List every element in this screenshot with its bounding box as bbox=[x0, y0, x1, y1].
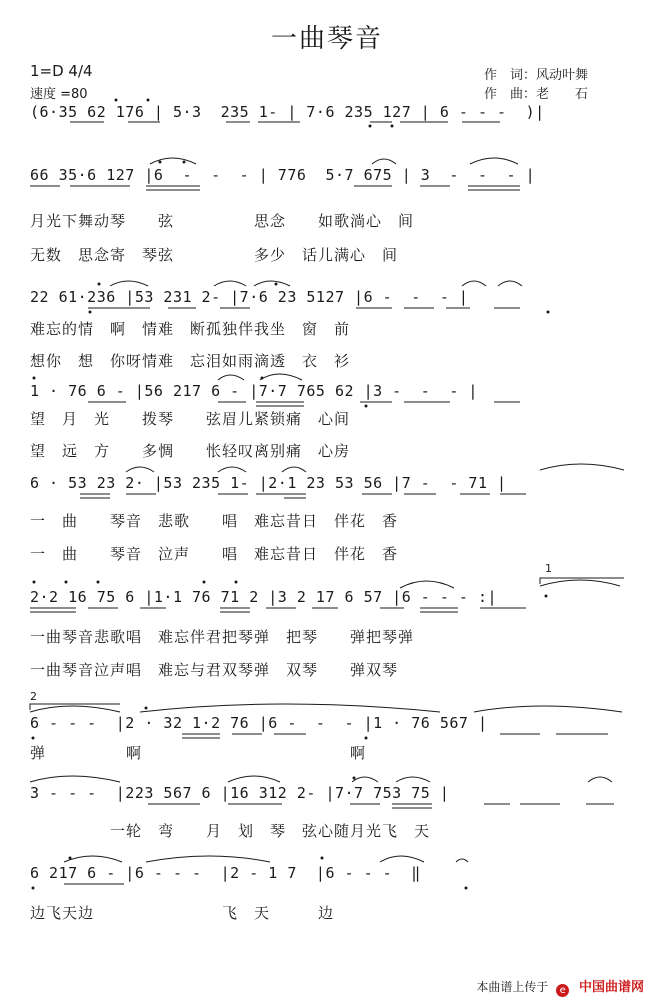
lyricist-credit: 作 词：风动叶舞 bbox=[484, 68, 589, 83]
volta-1-label: 1 bbox=[545, 562, 552, 575]
lyric-line: 弹 啊 啊 bbox=[30, 744, 367, 762]
lyric-line-verse1: 难忘的情 啊 情难 断孤独伴我坐 窗 前 bbox=[30, 320, 351, 338]
site-logo-icon: e bbox=[556, 984, 569, 997]
notation-row: 22 61·236 |53 231 2- |7·6 23 5127 |6 - - - | bbox=[30, 288, 469, 306]
lyric-line-verse1: 月光下舞动琴 弦 思念 如歌淌心 间 bbox=[30, 212, 415, 230]
notation-row-volta-2: 6 - - - |2 · 32 1·2 76 |6 - - - |1 · 76 567 | bbox=[30, 714, 488, 732]
lyric-line: 边飞天边 飞 天 边 bbox=[30, 904, 335, 922]
volta-2-label: 2 bbox=[30, 690, 37, 703]
lyric-line-verse1: 一 曲 琴音 悲歌 唱 难忘昔日 伴花 香 bbox=[30, 512, 399, 530]
footer-brand-link[interactable]: 中国曲谱网 bbox=[578, 980, 644, 995]
key-time-signature: 1=D 4/4 bbox=[30, 62, 93, 80]
composer-credit: 作 曲：老 石 bbox=[484, 87, 589, 102]
lyric-line-verse1: 一曲琴音悲歌唱 难忘伴君把琴弹 把琴 弹把琴弹 bbox=[30, 628, 415, 646]
lyric-line-verse2: 望 远 方 多惆 怅轻叹离别痛 心房 bbox=[30, 442, 351, 460]
lyric-line-verse2: 一 曲 琴音 泣声 唱 难忘昔日 伴花 香 bbox=[30, 545, 399, 563]
notation-row: 6 217 6 - |6 - - - |2 - 1 7 |6 - - - ‖ bbox=[30, 864, 421, 882]
lyric-line-verse2: 想你 想 你呀情难 忘泪如雨滴透 衣 衫 bbox=[30, 352, 351, 370]
footer-text: 本曲谱上传于 bbox=[476, 980, 549, 994]
notation-row-intro: (6·35 62 176 | 5·3 235 1- | 7·6 235 127 | 6 - - - )| bbox=[30, 103, 545, 121]
notation-row: 3 - - - |223 567 6 |16 312 2- |7·7 753 75 | bbox=[30, 784, 450, 802]
lyric-line-verse1: 望 月 光 拨琴 弦眉儿紧锁痛 心间 bbox=[30, 410, 351, 428]
footer-source bbox=[476, 976, 644, 997]
lyric-line-verse2: 无数 思念寄 琴弦 多少 话儿满心 间 bbox=[30, 246, 399, 264]
notation-row-volta-1: 2·2 16 75 6 |1·1 76 71 2 |3 2 17 6 57 |6 - - - :| bbox=[30, 588, 498, 606]
score-title: 一曲琴音 bbox=[270, 24, 383, 54]
tempo-marking: 速度 =80 bbox=[30, 87, 88, 102]
notation-row: 6 · 53 23 2· |53 235 1- |2·1 23 53 56 |7 - - 71 | bbox=[30, 474, 507, 492]
notation-row: 66 35·6 127 |6 - - - | 776 5·7 675 | 3 - - - | bbox=[30, 166, 536, 184]
lyric-line-verse2: 一曲琴音泣声唱 难忘与君双琴弹 双琴 弹双琴 bbox=[30, 661, 399, 679]
notation-row: 1 · 76 6 - |56 217 6 - |7·7 765 62 |3 - - - | bbox=[30, 382, 478, 400]
lyric-line: 一轮 弯 月 划 琴 弦心随月光飞 天 bbox=[30, 822, 431, 840]
